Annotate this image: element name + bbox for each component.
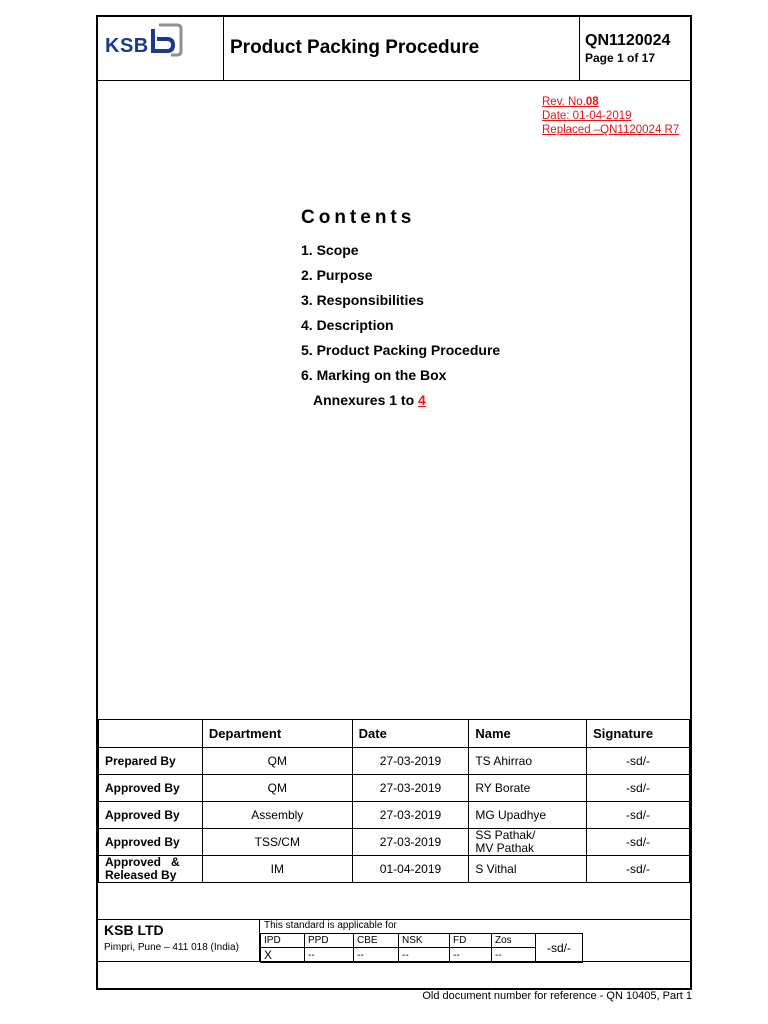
header-date: Date [352,720,469,748]
value-nsk: -- [399,948,450,963]
row-date: 27-03-2019 [352,775,469,802]
row-role: Prepared By [99,748,203,775]
toc-item-description: 4. Description [301,317,394,333]
applicability-units-row [261,934,583,948]
header-divider [98,80,690,81]
revision-number: Rev. No.08 [542,96,599,108]
header-sep-2 [579,17,580,80]
unit-ipd: IPD [261,934,305,948]
value-zos: -- [492,948,536,963]
revision-value: 08 [585,96,599,108]
header-blank [99,720,203,748]
header-signature: Signature [587,720,690,748]
value-cbe: -- [354,948,399,963]
table-row [99,775,690,802]
row-signature: -sd/- [587,775,690,802]
row-role: Approved By [99,775,203,802]
row-name: TS Ahirrao [469,748,587,775]
row-date: 27-03-2019 [352,748,469,775]
company-name: KSB LTD [104,922,164,938]
contents-list [301,238,500,413]
approval-table [98,719,690,883]
row-role: Approved & Released By [99,856,203,883]
contents-title: Contents [301,207,416,228]
row-signature: -sd/- [587,748,690,775]
document-title: Product Packing Procedure [230,37,480,58]
table-row [99,856,690,883]
row-name: RY Borate [469,775,587,802]
unit-nsk: NSK [399,934,450,948]
old-reference: Old document number for reference - QN 10405, Part 1 [422,990,692,1002]
unit-fd: FD [450,934,492,948]
row-role: Approved By [99,802,203,829]
unit-zos: Zos [492,934,536,948]
row-signature: -sd/- [587,802,690,829]
value-ppd: -- [305,948,354,963]
revision-replaced: Replaced –QN1120024 R7 [542,124,680,136]
toc-item-purpose: 2. Purpose [301,267,373,283]
logo-text: KSB [105,35,149,57]
row-role: Approved By [99,829,203,856]
footer-signature: -sd/- [536,934,583,963]
page-indicator: Page 1 of 17 [585,51,656,65]
document-number: QN1120024 [585,32,671,49]
row-department: IM [202,856,352,883]
header-sep-1 [223,17,224,80]
toc-item-scope: 1. Scope [301,242,359,258]
table-row [99,829,690,856]
row-date: 27-03-2019 [352,829,469,856]
toc-item-responsibilities: 3. Responsibilities [301,292,424,308]
toc-item-marking: 6. Marking on the Box [301,367,447,383]
header-name: Name [469,720,587,748]
toc-item-packing-procedure: 5. Product Packing Procedure [301,342,501,358]
applicable-label: This standard is applicable for [264,920,397,931]
value-fd: -- [450,948,492,963]
revision-block [542,95,679,137]
table-row [99,748,690,775]
revision-date: Date: 01-04-2019 [542,110,632,122]
ksb-logo [105,35,149,58]
table-row [99,802,690,829]
ksb-b-icon [145,19,185,59]
header-department: Department [202,720,352,748]
row-department: TSS/CM [202,829,352,856]
row-date: 01-04-2019 [352,856,469,883]
document-frame [96,15,692,990]
row-name: MG Upadhye [469,802,587,829]
toc-item-annexures: Annexures 1 to 4 [313,392,426,408]
row-name: S Vithal [469,856,587,883]
value-ipd: X [261,948,305,963]
company-address: Pimpri, Pune – 411 018 (India) [104,942,239,953]
row-department: QM [202,775,352,802]
row-date: 27-03-2019 [352,802,469,829]
row-signature: -sd/- [587,856,690,883]
row-department: QM [202,748,352,775]
annex-count: 4 [418,392,426,408]
row-signature: -sd/- [587,829,690,856]
unit-cbe: CBE [354,934,399,948]
row-department: Assembly [202,802,352,829]
applicability-values-row [261,948,583,963]
approval-header-row [99,720,690,748]
unit-ppd: PPD [305,934,354,948]
applicability-table [260,933,583,963]
row-name: SS Pathak/ MV Pathak [469,829,587,856]
